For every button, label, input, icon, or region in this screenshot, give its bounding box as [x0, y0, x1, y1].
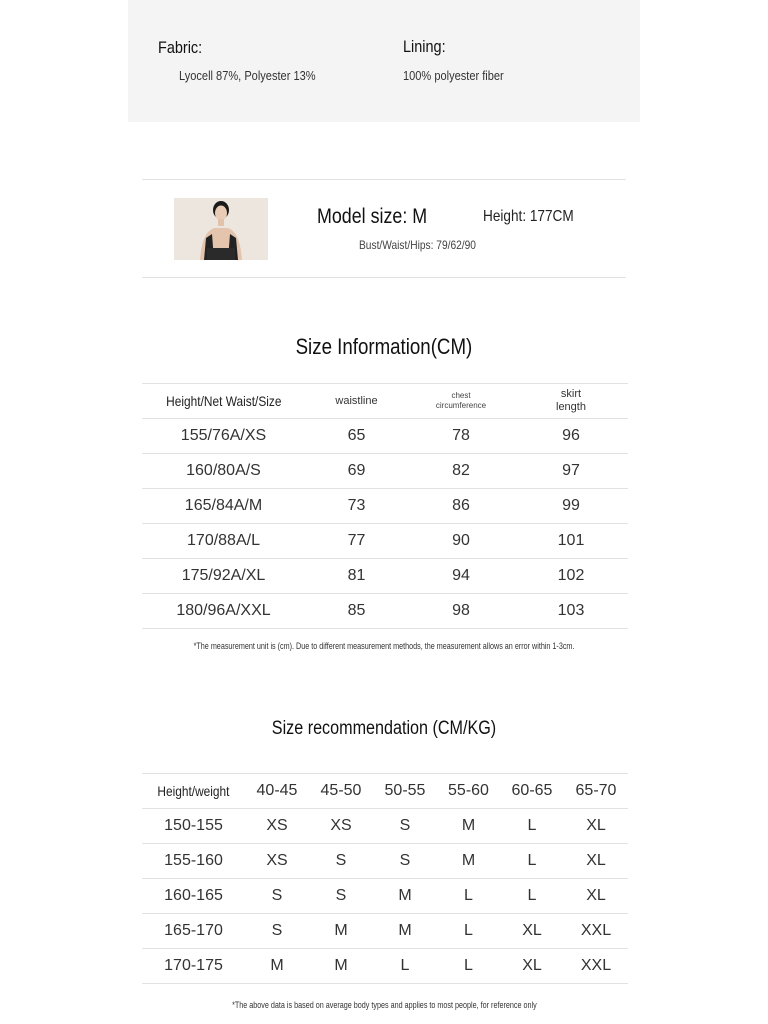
- header-cell: Height/Net Waist/Size: [142, 384, 305, 419]
- table-cell: 94: [408, 559, 514, 594]
- table-cell: 82: [408, 454, 514, 489]
- table-cell: L: [437, 949, 500, 984]
- table-cell: XL: [500, 914, 564, 949]
- header-cell: waistline: [305, 384, 408, 419]
- table-cell: 69: [305, 454, 408, 489]
- table-row: [142, 914, 628, 949]
- table-cell: XL: [564, 844, 628, 879]
- table-cell: L: [500, 844, 564, 879]
- table-cell: 77: [305, 524, 408, 559]
- table-row: [142, 524, 628, 559]
- table-row: [142, 949, 628, 984]
- table-cell: 165/84A/M: [142, 489, 305, 524]
- table-cell: L: [500, 879, 564, 914]
- table-cell: L: [437, 879, 500, 914]
- table-cell: L: [373, 949, 437, 984]
- header-cell: chest circumference: [408, 384, 514, 419]
- table-row: [142, 594, 628, 629]
- table-cell: 165-170: [142, 914, 245, 949]
- table-row: [142, 559, 628, 594]
- table-cell: XS: [245, 809, 309, 844]
- model-size: Model size: M: [317, 205, 428, 228]
- table-row: [142, 489, 628, 524]
- lining-label: Lining:: [403, 37, 446, 56]
- table-cell: M: [373, 914, 437, 949]
- fabric-info-panel: [128, 0, 640, 122]
- table-header-row: [142, 774, 628, 809]
- header-cell: 40-45: [245, 774, 309, 809]
- table-cell: M: [437, 844, 500, 879]
- table-cell: M: [309, 914, 373, 949]
- table-cell: 97: [514, 454, 628, 489]
- recommendation-note: *The above data is based on average body types and applies to most people, for reference only: [231, 1000, 537, 1010]
- divider: [142, 179, 626, 180]
- table-cell: M: [309, 949, 373, 984]
- table-cell: 103: [514, 594, 628, 629]
- table-cell: 175/92A/XL: [142, 559, 305, 594]
- table-cell: XXL: [564, 914, 628, 949]
- table-cell: M: [437, 809, 500, 844]
- table-row: [142, 454, 628, 489]
- header-cell: 50-55: [373, 774, 437, 809]
- divider: [142, 277, 626, 278]
- table-cell: 99: [514, 489, 628, 524]
- header-cell: 60-65: [500, 774, 564, 809]
- size-info-title: Size Information(CM): [295, 334, 473, 359]
- table-cell: XL: [564, 809, 628, 844]
- table-cell: 65: [305, 419, 408, 454]
- header-cell: 45-50: [309, 774, 373, 809]
- table-cell: 155/76A/XS: [142, 419, 305, 454]
- table-cell: 78: [408, 419, 514, 454]
- table-cell: S: [245, 879, 309, 914]
- fabric-value: Lyocell 87%, Polyester 13%: [179, 68, 316, 83]
- table-cell: XL: [564, 879, 628, 914]
- header-cell: 65-70: [564, 774, 628, 809]
- table-cell: 160-165: [142, 879, 245, 914]
- table-cell: M: [373, 879, 437, 914]
- table-cell: 73: [305, 489, 408, 524]
- table-cell: S: [373, 809, 437, 844]
- table-cell: 155-160: [142, 844, 245, 879]
- table-row: [142, 844, 628, 879]
- table-cell: 160/80A/S: [142, 454, 305, 489]
- model-measurements: Bust/Waist/Hips: 79/62/90: [359, 238, 476, 252]
- lining-value: 100% polyester fiber: [403, 68, 504, 83]
- table-cell: 170-175: [142, 949, 245, 984]
- table-row: [142, 879, 628, 914]
- table-cell: XS: [245, 844, 309, 879]
- size-info-table: [142, 383, 628, 629]
- table-cell: 85: [305, 594, 408, 629]
- table-cell: 98: [408, 594, 514, 629]
- table-cell: M: [245, 949, 309, 984]
- header-cell: 55-60: [437, 774, 500, 809]
- table-cell: 90: [408, 524, 514, 559]
- table-row: [142, 809, 628, 844]
- model-figure-icon: [174, 198, 268, 260]
- table-cell: L: [437, 914, 500, 949]
- table-cell: XL: [500, 949, 564, 984]
- size-recommendation-title: Size recommendation (CM/KG): [271, 718, 497, 739]
- header-cell: skirt length: [514, 384, 628, 419]
- table-cell: 96: [514, 419, 628, 454]
- table-cell: S: [373, 844, 437, 879]
- table-header-row: [142, 384, 628, 419]
- table-cell: 81: [305, 559, 408, 594]
- table-cell: 170/88A/L: [142, 524, 305, 559]
- table-cell: 180/96A/XXL: [142, 594, 305, 629]
- size-recommendation-table: [142, 773, 628, 984]
- table-cell: XXL: [564, 949, 628, 984]
- header-cell: Height/weight: [142, 774, 245, 809]
- table-cell: S: [245, 914, 309, 949]
- table-cell: S: [309, 879, 373, 914]
- table-cell: 101: [514, 524, 628, 559]
- model-height: Height: 177CM: [483, 208, 574, 225]
- table-cell: 150-155: [142, 809, 245, 844]
- model-photo: [174, 198, 268, 260]
- table-row: [142, 419, 628, 454]
- measurement-note: *The measurement unit is (cm). Due to different measurement methods, the measurement allows an error within 1-3cm.: [193, 641, 575, 651]
- table-cell: L: [500, 809, 564, 844]
- table-cell: 86: [408, 489, 514, 524]
- fabric-label: Fabric:: [158, 38, 203, 57]
- table-cell: 102: [514, 559, 628, 594]
- table-cell: S: [309, 844, 373, 879]
- table-cell: XS: [309, 809, 373, 844]
